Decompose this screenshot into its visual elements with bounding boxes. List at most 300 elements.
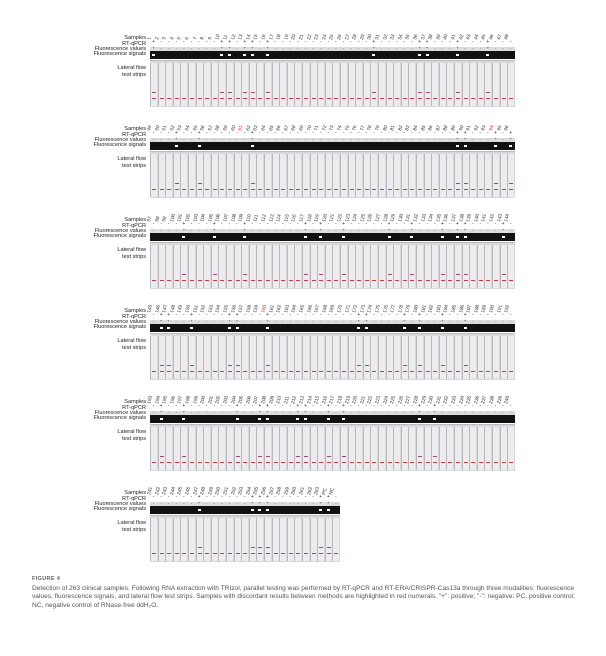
- sample-id: 116: [291, 213, 299, 223]
- fluorescence-value-result: -: [487, 227, 489, 232]
- fluorescence-value-result: -: [228, 500, 231, 505]
- control-line: [220, 280, 224, 281]
- sample-id: 22: [306, 34, 313, 41]
- rt-qpcr-result: +: [304, 403, 307, 409]
- control-line: [388, 371, 392, 372]
- control-line: [274, 280, 278, 281]
- sample-id: 15: [253, 34, 260, 41]
- rt-qpcr-result: -: [274, 39, 276, 45]
- sample-id: 234: [458, 395, 466, 405]
- fluorescence-value-result: -: [221, 227, 223, 232]
- sample-id: 106: [215, 213, 223, 223]
- fluorescence-value-result: -: [160, 45, 162, 50]
- fluorescence-value-result: -: [312, 45, 314, 50]
- control-line: [327, 280, 331, 281]
- sample-id: 162: [276, 304, 284, 314]
- sample-id: 58: [215, 125, 222, 132]
- fluorescence-spot: [388, 236, 391, 238]
- control-line: [433, 98, 437, 99]
- test-line: [319, 274, 323, 275]
- test-strip: [264, 63, 271, 106]
- sample-id: 66: [276, 125, 283, 132]
- sample-id: 232: [443, 395, 451, 405]
- fluorescence-value-result: +: [441, 227, 444, 232]
- fluorescence-value-result: -: [342, 45, 345, 50]
- control-line: [380, 280, 384, 281]
- control-line: [486, 462, 490, 463]
- control-line: [410, 371, 414, 372]
- fluorescence-value-result: -: [396, 45, 398, 50]
- fluorescence-value-result: -: [434, 45, 436, 50]
- fluorescence-spot: [327, 509, 330, 511]
- rt-qpcr-result: -: [175, 403, 178, 409]
- rt-qpcr-result: +: [418, 39, 421, 45]
- sample-id: 45: [481, 34, 488, 41]
- rt-qpcr-result: -: [243, 130, 246, 136]
- sample-id: 23: [314, 34, 321, 41]
- rt-qpcr-result: -: [373, 130, 375, 136]
- sample-id: 206: [245, 395, 253, 405]
- rt-qpcr-result: -: [289, 130, 292, 136]
- test-strip: [446, 63, 453, 106]
- rt-qpcr-result: +: [220, 39, 224, 45]
- test-line: [418, 456, 422, 457]
- control-line: [502, 98, 506, 99]
- sample-id: 185: [451, 304, 459, 314]
- control-line: [319, 371, 323, 372]
- test-strip: [477, 336, 484, 379]
- test-strip: [348, 154, 355, 197]
- test-strip: [317, 518, 324, 561]
- rt-qpcr-result: -: [319, 312, 322, 318]
- rt-qpcr-result: -: [509, 403, 512, 409]
- rt-qpcr-result: -: [388, 312, 390, 318]
- fluorescence-value-result: -: [312, 318, 314, 323]
- fluorescence-value-result: -: [320, 136, 322, 141]
- test-line: [258, 456, 262, 457]
- control-line: [281, 189, 285, 190]
- control-line: [296, 462, 300, 463]
- test-strip: [180, 518, 187, 561]
- test-strip: [363, 63, 370, 106]
- control-line: [342, 280, 346, 281]
- fluorescence-spot: [266, 418, 269, 420]
- rt-qpcr-result: -: [221, 130, 223, 136]
- control-line: [471, 462, 475, 463]
- test-strip: [477, 245, 484, 288]
- fluorescence-value-result: -: [365, 45, 367, 50]
- fluorescence-value-result: -: [190, 409, 193, 414]
- sample-id: 200: [200, 395, 208, 405]
- control-line: [456, 98, 460, 99]
- rt-qpcr-result: -: [221, 221, 223, 227]
- fluorescence-value-result: +: [152, 45, 155, 50]
- test-strip: [256, 427, 263, 470]
- control-line: [410, 462, 414, 463]
- control-line: [426, 371, 430, 372]
- sample-id: 38: [428, 34, 435, 41]
- fluorescence-value-result: -: [380, 227, 383, 232]
- sample-id: 228: [413, 395, 421, 405]
- rt-qpcr-result: -: [502, 312, 504, 318]
- test-strip: [408, 245, 415, 288]
- fluorescence-value-result: -: [396, 318, 398, 323]
- rt-qpcr-result: -: [380, 312, 383, 318]
- sample-id: 120: [321, 213, 329, 223]
- control-line: [319, 189, 323, 190]
- rt-qpcr-result: +: [357, 312, 361, 318]
- fluorescence-value-result: -: [494, 227, 497, 232]
- lateral-flow-strips: [150, 424, 515, 471]
- test-line: [494, 183, 498, 184]
- rt-qpcr-result: +: [364, 312, 368, 318]
- test-strip: [355, 427, 362, 470]
- control-line: [228, 98, 232, 99]
- fluorescence-value-result: -: [403, 45, 405, 50]
- rt-qpcr-result: -: [464, 403, 466, 409]
- rt-qpcr-result: -: [289, 221, 292, 227]
- fluorescence-value-result: -: [221, 136, 223, 141]
- fluorescence-value-result: -: [479, 136, 481, 141]
- fluorescence-value-result: -: [396, 136, 398, 141]
- sample-id: 31: [375, 34, 382, 41]
- test-strip: [332, 63, 339, 106]
- sample-number: [329, 481, 339, 496]
- sample-id: 148: [169, 304, 177, 314]
- rt-qpcr-result: -: [167, 39, 170, 45]
- fluorescence-value-result: -: [411, 45, 413, 50]
- control-line: [220, 553, 224, 554]
- sample-id: 5: [177, 36, 184, 41]
- control-line: [388, 189, 392, 190]
- rt-qpcr-result: +: [266, 39, 269, 45]
- test-strip: [249, 518, 256, 561]
- rt-qpcr-result: +: [197, 130, 201, 136]
- sample-id: 167: [314, 304, 322, 314]
- test-strip: [173, 63, 180, 106]
- control-line: [258, 371, 262, 372]
- control-line: [388, 280, 392, 281]
- fluorescence-value-result: -: [259, 136, 261, 141]
- test-line: [213, 274, 217, 275]
- test-strip: [424, 427, 431, 470]
- test-strip: [226, 336, 233, 379]
- control-line: [441, 280, 445, 281]
- rt-qpcr-result: -: [167, 494, 170, 500]
- test-line: [243, 274, 247, 275]
- control-line: [296, 280, 300, 281]
- control-line: [388, 98, 392, 99]
- test-strip: [370, 245, 377, 288]
- fluorescence-value-result: +: [159, 409, 163, 414]
- control-line: [441, 98, 445, 99]
- rt-qpcr-result: +: [326, 403, 330, 409]
- fluorescence-spot: [357, 327, 360, 329]
- fluorescence-value-result: +: [182, 409, 186, 414]
- fluorescence-value-result: -: [365, 409, 367, 414]
- sample-id: 132: [413, 213, 421, 223]
- sample-id: 221: [359, 395, 367, 405]
- fluorescence-value-result: -: [251, 318, 253, 323]
- sample-id: 193: [147, 395, 155, 405]
- sample-id: 74: [337, 125, 344, 132]
- sample-id: 189: [481, 304, 489, 314]
- label-rtqpcr: RT-qPCR: [122, 314, 146, 320]
- test-line: [243, 92, 247, 93]
- fluorescence-value-result: -: [388, 136, 390, 141]
- test-strip: [234, 336, 241, 379]
- fluorescence-value-result: -: [206, 136, 208, 141]
- rt-qpcr-result: -: [251, 403, 254, 409]
- sample-id: 258: [276, 486, 284, 496]
- fluorescence-value-result: -: [198, 318, 200, 323]
- test-strip: [272, 336, 279, 379]
- fluorescence-value-result: -: [350, 409, 352, 414]
- rt-qpcr-result: +: [486, 39, 490, 45]
- fluorescence-spot: [403, 327, 406, 329]
- rt-qpcr-result: -: [281, 312, 284, 318]
- sample-id: 48: [504, 34, 511, 41]
- sample-id: 139: [466, 213, 474, 223]
- rt-qpcr-result: -: [289, 312, 292, 318]
- rt-qpcr-result: -: [205, 403, 208, 409]
- sample-id: 30: [367, 34, 374, 41]
- test-strip: [507, 63, 514, 106]
- control-line: [312, 98, 316, 99]
- control-line: [251, 462, 255, 463]
- test-strip: [150, 63, 157, 106]
- test-strip: [180, 336, 187, 379]
- sample-number: [504, 390, 514, 405]
- test-strip: [310, 154, 317, 197]
- test-strip: [234, 518, 241, 561]
- sample-id: 47: [496, 34, 503, 41]
- fluorescence-value-result: -: [494, 45, 497, 50]
- test-strip: [454, 245, 461, 288]
- rt-qpcr-result: -: [274, 312, 276, 318]
- rt-qpcr-result: -: [228, 221, 231, 227]
- fluorescence-value-result: -: [244, 136, 246, 141]
- test-line: [266, 456, 270, 457]
- test-strip: [431, 336, 438, 379]
- test-strip: [256, 154, 263, 197]
- control-line: [479, 189, 483, 190]
- rt-qpcr-result: -: [304, 130, 307, 136]
- rt-qpcr-result: -: [350, 221, 352, 227]
- sample-id: 197: [177, 395, 185, 405]
- fluorescence-spot: [342, 418, 345, 420]
- rt-qpcr-result: -: [335, 312, 337, 318]
- control-line: [152, 371, 156, 372]
- test-strip: [279, 427, 286, 470]
- label-rtqpcr: RT-qPCR: [122, 132, 146, 138]
- fluorescence-spot: [266, 54, 269, 56]
- test-strip: [469, 427, 476, 470]
- rt-qpcr-result: -: [350, 403, 352, 409]
- test-line: [182, 274, 186, 275]
- fluorescence-value-result: +: [258, 500, 262, 505]
- control-line: [182, 462, 186, 463]
- rt-qpcr-result: -: [494, 221, 497, 227]
- test-strip: [218, 518, 225, 561]
- fluorescence-value-result: -: [350, 45, 352, 50]
- rt-qpcr-result: +: [250, 494, 254, 500]
- fluorescence-spot: [175, 145, 178, 147]
- test-strip: [446, 427, 453, 470]
- fluorescence-value-result: +: [372, 45, 376, 50]
- rt-qpcr-result: +: [235, 403, 239, 409]
- rt-qpcr-result: -: [183, 312, 185, 318]
- control-line: [448, 98, 452, 99]
- sample-id: 103: [192, 213, 200, 223]
- control-line: [251, 371, 255, 372]
- control-line: [448, 280, 452, 281]
- test-strip: [507, 427, 514, 470]
- test-line: [220, 92, 224, 93]
- rt-qpcr-result: -: [373, 221, 375, 227]
- fluorescence-value-result: +: [251, 136, 254, 141]
- test-strip: [234, 154, 241, 197]
- sample-id: 229: [420, 395, 428, 405]
- control-line: [350, 98, 354, 99]
- sample-id: 168: [321, 304, 329, 314]
- test-strip: [272, 518, 279, 561]
- control-line: [365, 462, 369, 463]
- fluorescence-value-result: -: [168, 227, 170, 232]
- rt-qpcr-result: -: [160, 130, 162, 136]
- control-line: [502, 280, 506, 281]
- sample-id: 251: [223, 486, 231, 496]
- sample-id: 100: [169, 213, 177, 223]
- rt-qpcr-result: -: [395, 39, 398, 45]
- rt-qpcr-result: -: [297, 221, 299, 227]
- control-line: [380, 98, 384, 99]
- sample-id: 21: [299, 34, 306, 41]
- rt-qpcr-result: -: [357, 221, 360, 227]
- fluorescence-value-result: -: [320, 318, 322, 323]
- fluorescence-value-result: -: [426, 318, 428, 323]
- rt-qpcr-result: +: [342, 403, 345, 409]
- sample-id: 7: [192, 36, 199, 41]
- sample-id: 85: [420, 125, 427, 132]
- test-strip: [211, 245, 218, 288]
- fluorescence-value-result: +: [319, 500, 322, 505]
- control-line: [486, 371, 490, 372]
- rt-qpcr-result: -: [433, 221, 436, 227]
- control-line: [350, 371, 354, 372]
- test-strip: [158, 518, 165, 561]
- control-line: [175, 553, 179, 554]
- sample-id: 173: [359, 304, 367, 314]
- fluorescence-spot: [410, 236, 413, 238]
- control-line: [167, 189, 171, 190]
- test-strip: [332, 518, 339, 561]
- sample-id: 204: [230, 395, 238, 405]
- test-strip: [408, 336, 415, 379]
- rt-qpcr-result: -: [350, 312, 352, 318]
- control-line: [160, 371, 164, 372]
- test-strip: [317, 245, 324, 288]
- fluorescence-spot: [296, 418, 299, 420]
- fluorescence-spot: [456, 236, 459, 238]
- rt-qpcr-result: -: [312, 403, 314, 409]
- fluorescence-spot: [456, 145, 459, 147]
- fluorescence-spot: [182, 418, 185, 420]
- fluorescence-spot: [258, 509, 261, 511]
- control-line: [190, 462, 194, 463]
- test-line: [258, 547, 262, 548]
- fluorescence-value-result: -: [228, 409, 231, 414]
- control-line: [334, 280, 338, 281]
- sample-id: 104: [200, 213, 208, 223]
- rt-qpcr-result: -: [426, 312, 428, 318]
- sample-id: 121: [329, 213, 337, 223]
- sample-id: 14: [245, 34, 253, 41]
- rt-qpcr-result: -: [160, 221, 162, 227]
- fluorescence-value-result: -: [168, 500, 170, 505]
- fluorescence-value-result: -: [327, 45, 329, 50]
- rt-qpcr-result: -: [183, 130, 185, 136]
- fluorescence-value-result: +: [319, 227, 322, 232]
- sample-id: 142: [489, 213, 497, 223]
- sample-id: 124: [352, 213, 360, 223]
- test-strip: [492, 63, 499, 106]
- fluorescence-value-result: -: [206, 318, 208, 323]
- sample-id: 123: [344, 213, 352, 223]
- fluorescence-value-result: -: [244, 318, 246, 323]
- test-line: [486, 92, 490, 93]
- control-line: [281, 280, 285, 281]
- label-fluorescence-signals: Fluorescence signals: [93, 233, 146, 239]
- rt-qpcr-result: +: [456, 221, 459, 227]
- test-strip: [348, 336, 355, 379]
- test-strip: [317, 154, 324, 197]
- fluorescence-value-result: -: [396, 227, 398, 232]
- rt-qpcr-result: +: [410, 221, 414, 227]
- sample-id: 68: [291, 125, 298, 132]
- control-line: [258, 280, 262, 281]
- control-line: [220, 462, 224, 463]
- control-line: [456, 280, 460, 281]
- fluorescence-spot: [198, 145, 201, 147]
- control-line: [205, 189, 209, 190]
- rt-qpcr-result: -: [152, 221, 155, 227]
- control-line: [190, 280, 194, 281]
- control-line: [198, 371, 202, 372]
- control-line: [471, 371, 475, 372]
- fluorescence-value-result: +: [494, 136, 497, 141]
- test-strip: [325, 245, 332, 288]
- rt-qpcr-result: -: [449, 130, 451, 136]
- fluorescence-value-result: -: [494, 409, 497, 414]
- fluorescence-spot: [251, 145, 254, 147]
- fluorescence-value-result: +: [228, 318, 231, 323]
- sample-id: 50: [154, 125, 161, 132]
- fluorescence-value-result: +: [327, 409, 330, 414]
- fluorescence-value-result: -: [190, 136, 193, 141]
- rt-qpcr-result: -: [228, 130, 231, 136]
- control-line: [243, 189, 247, 190]
- test-strip: [249, 245, 256, 288]
- test-line: [418, 92, 422, 93]
- test-strip: [294, 154, 301, 197]
- test-strip: [462, 427, 469, 470]
- fluorescence-value-result: -: [449, 45, 451, 50]
- rt-qpcr-result: +: [167, 312, 171, 318]
- sample-id: 160: [261, 304, 269, 314]
- control-line: [251, 189, 255, 190]
- sample-id: 28: [352, 34, 359, 41]
